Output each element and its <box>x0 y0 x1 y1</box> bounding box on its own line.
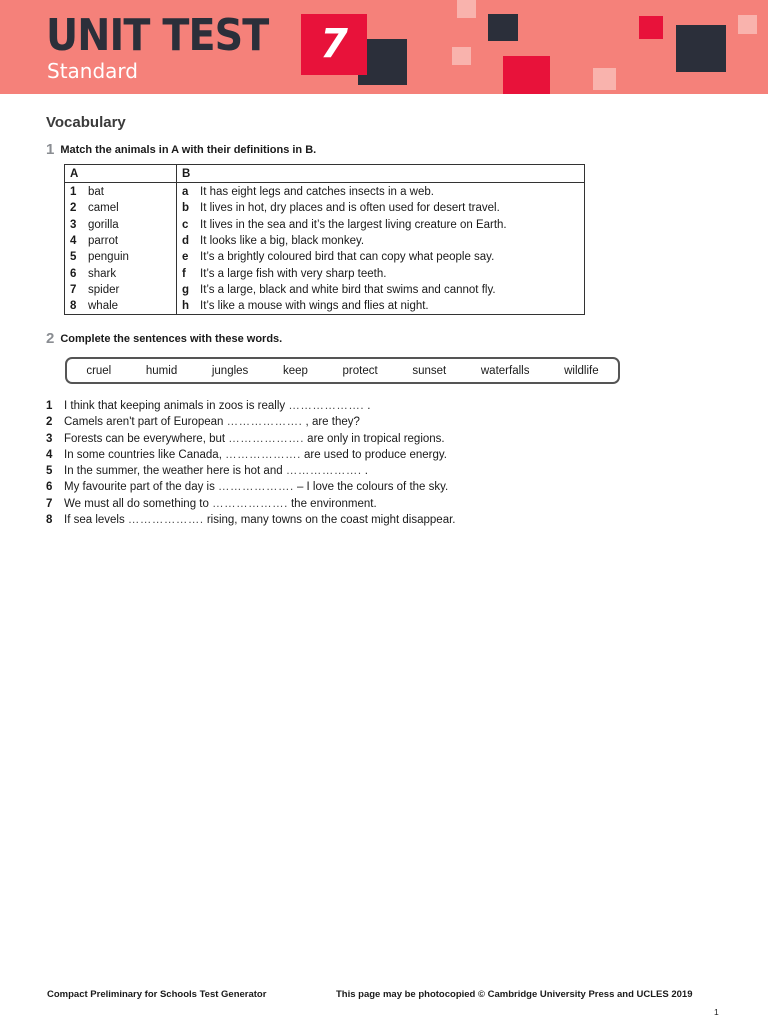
answer-blank[interactable]: ………………. <box>225 448 301 461</box>
sentence-end: are used to produce energy. <box>300 448 447 461</box>
page-title: UNIT TEST <box>46 10 269 61</box>
sentence-start: My favourite part of the day is <box>64 481 219 494</box>
item-number: 8 <box>70 300 77 313</box>
sentence-end: . <box>364 400 371 412</box>
definition-text: It’s like a mouse with wings and flies at night. <box>200 300 429 313</box>
definition-cell <box>177 183 585 201</box>
item-letter: d <box>182 235 190 248</box>
table-row <box>65 200 585 216</box>
definition-cell <box>177 217 585 233</box>
table-row <box>65 233 585 249</box>
item-number: 6 <box>70 267 77 280</box>
item-number: 1 <box>70 186 77 199</box>
sentence-start: In the summer, the weather here is hot and <box>64 465 286 478</box>
item-letter: g <box>182 283 190 296</box>
list-item <box>46 447 455 463</box>
animal-cell <box>65 282 177 298</box>
column-header-a: A <box>65 165 177 183</box>
decor-square <box>503 56 550 94</box>
task-instruction-text: Complete the sentences with these words. <box>60 333 283 345</box>
answer-blank[interactable]: ………………. <box>288 400 365 412</box>
word-bank-item: sunset <box>412 364 447 377</box>
sentence-end: are only in tropical regions. <box>303 432 445 445</box>
page-subtitle: Standard <box>47 59 138 83</box>
sentence-list <box>46 398 455 528</box>
decor-square <box>593 68 616 90</box>
table-row <box>65 282 585 298</box>
animal-name: bat <box>88 186 104 199</box>
word-bank-item: humid <box>145 364 178 377</box>
section-heading: Vocabulary <box>46 114 126 131</box>
definition-text: It’s a brightly coloured bird that can copy what people say. <box>200 251 495 264</box>
item-number: 5 <box>46 465 53 478</box>
animal-name: spider <box>88 283 120 296</box>
sentence-start: Forests can be everywhere, but <box>64 432 229 445</box>
decor-square <box>457 0 476 18</box>
animal-cell <box>65 233 177 249</box>
table-row <box>65 183 585 201</box>
answer-blank[interactable]: ………………. <box>218 481 294 494</box>
animal-cell <box>65 249 177 265</box>
sentence-start: If sea levels <box>64 514 128 527</box>
definition-cell <box>177 233 585 249</box>
task-1-instruction <box>46 140 316 157</box>
table-row <box>65 265 585 281</box>
unit-number-badge: 7 <box>301 14 367 75</box>
definition-text: It’s a large, black and white bird that swims and cannot fly. <box>200 283 496 296</box>
list-item <box>46 398 455 414</box>
word-bank-item: jungles <box>211 364 249 377</box>
word-bank <box>65 357 620 384</box>
answer-blank[interactable]: ………………. <box>127 514 204 527</box>
word-bank-item: protect <box>342 364 378 377</box>
matching-table <box>64 164 585 315</box>
sentence-end: . <box>361 465 368 478</box>
definition-text: It looks like a big, black monkey. <box>200 235 365 248</box>
list-item <box>46 512 455 528</box>
task-number: 2 <box>46 330 55 347</box>
item-number: 5 <box>70 251 77 264</box>
animal-cell <box>65 217 177 233</box>
sentence-start: We must all do something to <box>64 497 213 510</box>
task-instruction-text: Match the animals in A with their definitions in B. <box>60 144 317 156</box>
item-letter: c <box>182 218 189 231</box>
task-2-instruction <box>46 329 282 346</box>
word-bank-item: wildlife <box>564 364 599 377</box>
animal-cell <box>65 183 177 201</box>
item-number: 7 <box>46 497 53 510</box>
header-banner <box>0 0 768 94</box>
list-item <box>46 463 455 479</box>
table-row <box>65 249 585 265</box>
item-letter: b <box>182 202 190 215</box>
page-number: 1 <box>714 1007 719 1017</box>
item-number: 8 <box>46 514 53 527</box>
list-item <box>46 431 455 447</box>
item-letter: f <box>182 267 186 280</box>
definition-cell <box>177 298 585 315</box>
answer-blank[interactable]: ………………. <box>212 497 288 510</box>
animal-cell <box>65 200 177 216</box>
answer-blank[interactable]: ………………. <box>226 416 303 429</box>
item-letter: h <box>182 300 190 313</box>
definition-text: It’s a large fish with very sharp teeth. <box>200 267 387 280</box>
table-row <box>65 217 585 233</box>
sentence-end: – I love the colours of the sky. <box>293 481 449 494</box>
item-letter: a <box>182 186 189 199</box>
decor-square <box>676 25 726 72</box>
animal-cell <box>65 298 177 315</box>
definition-text: It lives in the sea and it’s the largest living creature on Earth. <box>200 218 507 231</box>
animal-name: camel <box>88 202 119 215</box>
sentence-start: In some countries like Canada, <box>64 448 226 461</box>
word-bank-item: cruel <box>86 364 112 377</box>
answer-blank[interactable]: ………………. <box>285 465 362 478</box>
item-number: 4 <box>70 235 77 248</box>
word-bank-item: keep <box>282 364 308 377</box>
animal-name: parrot <box>88 235 119 248</box>
sentence-start: I think that keeping animals in zoos is really <box>64 400 289 412</box>
decor-square <box>488 14 518 41</box>
decor-square <box>452 47 471 65</box>
definition-text: It has eight legs and catches insects in a web. <box>200 186 434 199</box>
sentence-start: Camels aren't part of European <box>64 416 227 429</box>
answer-blank[interactable]: ………………. <box>228 432 304 445</box>
animal-name: whale <box>88 300 119 313</box>
item-number: 3 <box>46 432 53 445</box>
item-letter: e <box>182 251 189 264</box>
item-number: 6 <box>46 481 53 494</box>
animal-name: shark <box>88 267 117 280</box>
list-item <box>46 414 455 430</box>
definition-cell <box>177 200 585 216</box>
word-bank-item: waterfalls <box>480 364 530 377</box>
table-row <box>65 298 585 315</box>
definition-cell <box>177 249 585 265</box>
decor-square <box>639 16 663 39</box>
list-item <box>46 479 455 495</box>
definition-cell <box>177 282 585 298</box>
animal-name: gorilla <box>88 218 119 231</box>
item-number: 1 <box>46 400 53 412</box>
sentence-end: rising, many towns on the coast might disappear. <box>203 514 456 527</box>
sentence-end: the environment. <box>287 497 377 510</box>
decor-square <box>738 15 757 34</box>
task-number: 1 <box>46 141 55 158</box>
item-number: 3 <box>70 218 77 231</box>
footer-left: Compact Preliminary for Schools Test Generator <box>47 989 267 1000</box>
sentence-end: , are they? <box>302 416 360 429</box>
item-number: 2 <box>70 202 77 215</box>
column-header-b: B <box>177 165 585 183</box>
animal-cell <box>65 265 177 281</box>
list-item <box>46 496 455 512</box>
item-number: 7 <box>70 283 77 296</box>
animal-name: penguin <box>88 251 129 264</box>
footer-right: This page may be photocopied © Cambridge University Press and UCLES 2019 <box>336 989 693 1000</box>
item-number: 4 <box>46 448 53 461</box>
definition-cell <box>177 265 585 281</box>
item-number: 2 <box>46 416 53 429</box>
definition-text: It lives in hot, dry places and is often used for desert travel. <box>200 202 500 215</box>
